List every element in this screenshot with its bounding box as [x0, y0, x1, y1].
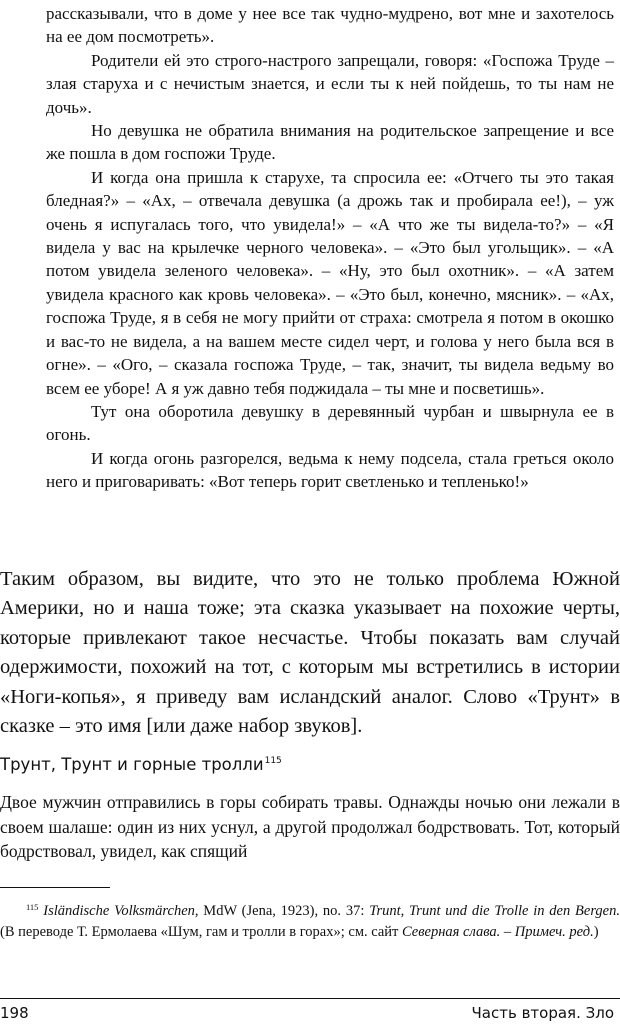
quote-paragraph: рассказывали, что в доме у нее все так чудно-мудрено, вот мне и захотелось на ее дом посмотреть». [46, 4, 614, 47]
section-heading-text: Трунт, Трунт и горные тролли [0, 755, 264, 774]
quote-paragraph: Тут она оборотила девушку в деревянный чурбан и швырнула ее в огонь. [46, 401, 614, 445]
page-number: 198 [0, 1004, 29, 1022]
footnote [0, 897, 620, 942]
footer-divider [0, 998, 620, 999]
quote-paragraph: И когда она пришла к старухе, та спросила ее: «Отчего ты это такая бледная?» – «Ах, – отвечала девушка (а дрожь так и пробирала ее!), – уж очень я испугалась того, что увидела!» – «А что же ты видела-то?» – «Я видела у вас на крылечке черного человека». – «Это был угольщик». – «А потом увидела зеленого человека». – «Ну, это был охотник». – «А затем увидела красного как кровь человека». – «Это был, конечно, мясник». – «Ах, госпожа Труде, я в себя не могу прийти от страха: смотрела я потом в окошко и вас-то не видела, а на вашем месте сидел черт, и голова у него была вся в огне». – «Ого, – сказала госпожа Труде, – так, значит, ты видела ведьму во всем ее уборе! А я уж давно тебя поджидала – ты мне и посветишь». [46, 167, 614, 398]
section-paragraph [0, 790, 620, 864]
footnote-site-name: Северная слава. – Примеч. ред. [402, 923, 594, 940]
footnote-tale-title: Trunt, Trunt und die Trolle in den Bergen. [369, 903, 620, 919]
footnote-source-title: Isländische Volksmärchen, [43, 903, 199, 919]
footnote-source-ref: MdW (Jena, 1923), no. 37: [198, 903, 370, 919]
footnote-reference[interactable]: 115 [264, 756, 282, 766]
footnote-close: ) [593, 923, 599, 940]
quote-paragraph: И когда огонь разгорелся, ведьма к нему подсела, стала греться около него и приговаривать: «Вот теперь горит светленько и тепленько!» [46, 448, 614, 492]
quote-paragraph: Родители ей это строго-настрого запрещали, говоря: «Госпожа Труде – злая старуха и с нечистым знается, и если ты к ней пойдешь, то ты нам не дочь». [46, 50, 614, 117]
footnote-translation: (В переводе Т. Ермолаева «Шум, гам и тролли в горах»; см. сайт [0, 923, 403, 940]
footnote-number: 115 [26, 902, 39, 912]
section-paragraph-text: Двое мужчин отправились в горы собирать травы. Однажды ночью они лежали в своем шалаше: один из них уснул, а другой продолжал бодрствовать. Тот, который бодрствовал, увидел, как спящий [0, 792, 620, 861]
main-paragraph-text: Таким образом, вы видите, что это не только проблема Южной Америки, но и наша тоже; эта сказка указывает на похожие черты, которые привлекают такое несчастье. Чтобы показать вам случай одержимости, похожий на тот, с которым мы встретились в истории «Ноги-копья», я приведу вам исландский аналог. Слово «Трунт» в сказке – это имя [или даже набор звуков]. [0, 568, 620, 738]
running-head: Часть вторая. Зло [471, 1004, 614, 1022]
main-paragraph [0, 565, 620, 741]
section-heading [0, 750, 620, 776]
quote-paragraph: Но девушка не обратила внимания на родительское запрещение и все же пошла в дом госпожи Труде. [46, 121, 614, 164]
fairy-tale-quote [46, 2, 614, 494]
footnote-divider [0, 887, 110, 888]
